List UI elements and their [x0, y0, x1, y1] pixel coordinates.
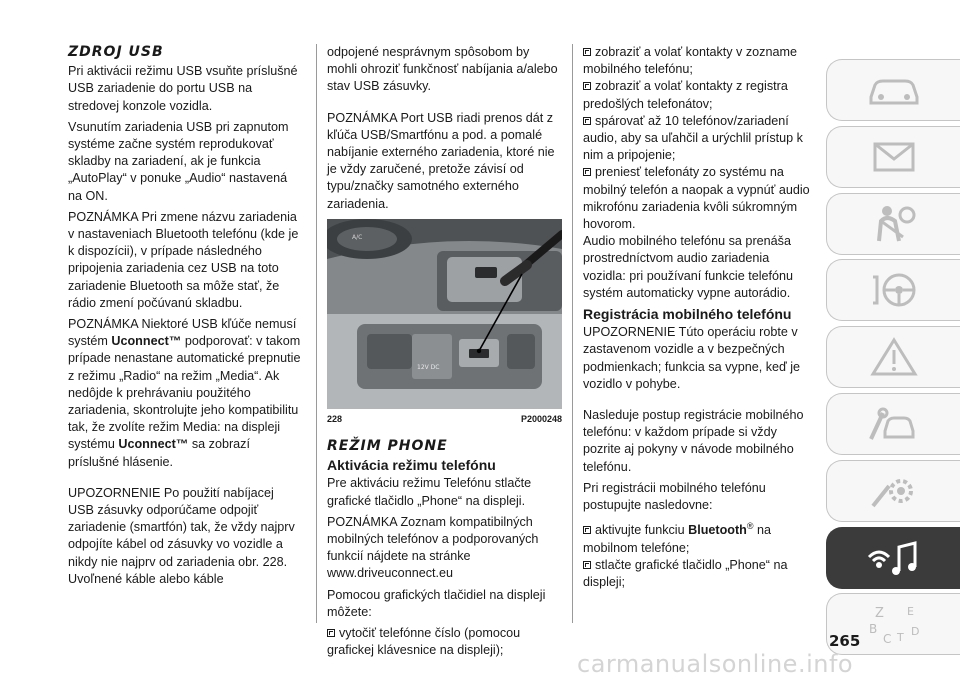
tab-safety[interactable]: [826, 193, 960, 255]
index-letter: Z: [874, 606, 884, 622]
brand-bluetooth: Bluetooth: [688, 523, 747, 538]
list-item: [583, 164, 815, 233]
list-item: [583, 78, 815, 112]
brand-uconnect: Uconnect™: [118, 437, 189, 452]
brand-uconnect: Uconnect™: [111, 334, 182, 349]
list-item: [583, 518, 815, 557]
index-letters-icon: [863, 601, 925, 647]
list-item-text: preniesť telefonáty zo systému na mobilný telefón a naopak a vypnúť audio mikrofónu zariadenia kvôli súkromným hovorom.: [583, 165, 810, 232]
watermark: carmanualsonline.info: [577, 650, 854, 678]
list-item-text: zobraziť a volať kontakty z registra predošlých telefonátov;: [583, 79, 788, 111]
index-letter: E: [906, 605, 914, 619]
text: podporovať: v takom prípade nenastane automatické prepnutie z režimu „Radio“ na režim „Media“. Ak nedôjde k prehrávaniu použitého zariadenia, skontrolujte jeho kompatibilitu tak, že zvolíte režim Media: na displeji systému: [68, 334, 301, 452]
tab-dashboard[interactable]: [826, 126, 960, 188]
paragraph: Nasleduje postup registrácie mobilného telefónu: v každom prípade si vždy pozrite aj pokyny v návode mobilného telefónu.: [583, 408, 804, 474]
paragraph: Pri aktivácii režimu USB vsuňte príslušné USB zariadenie do portu USB na stredovej konzole vozidla.: [68, 64, 298, 113]
figure-number: 228: [327, 413, 343, 424]
multimedia-icon: [863, 535, 925, 581]
steering-wheel-icon: [863, 267, 925, 313]
checkbox-bullet-icon: [327, 629, 335, 637]
text: POZNÁMKA Niektoré USB kľúče nemusí systém: [68, 317, 297, 349]
paragraph: Vsunutím zariadenia USB pri zapnutom systéme začne systém reprodukovať skladby na zariadení, ak je funkcia „AutoPlay“ v ponuke „Audio“ nastavená na ON.: [68, 119, 289, 203]
list-item: [327, 625, 562, 659]
tab-driving[interactable]: [826, 259, 960, 321]
envelope-icon: [863, 134, 925, 180]
paragraph: Audio mobilného telefónu sa prenáša prostredníctvom audio zariadenia vozidla: pri používaní funkcie telefónu systém automaticky vypne autorádio.: [583, 234, 794, 300]
column-divider: [572, 44, 573, 623]
list-item-text: na mobilnom telefóne;: [583, 523, 772, 555]
tab-technical-data[interactable]: [826, 460, 960, 522]
warning-paragraph: UPOZORNENIE Po použití nabíjacej USB zásuvky odporúčame odpojiť zariadenie (smartfón) tak, že vždy najprv odpojíte kábel od zásuvky vo vozidle a nikdy nie najprv od zariadenia obr. 228. Uvoľnené káble alebo káble: [68, 485, 295, 586]
tab-emergency[interactable]: [826, 326, 960, 388]
note-paragraph: POZNÁMKA Pri zmene názvu zariadenia v nastaveniach Bluetooth telefónu (kde je k dispozícii), v prípade následného pripojenia zariadenia cez USB na toto zariadenie Bluetooth sa môže stať, že rádio zmení počúvanú skladbu.: [68, 209, 299, 310]
checkbox-bullet-icon: [583, 561, 591, 569]
paragraph: Pri registrácii mobilného telefónu postupujte nasledovne:: [583, 480, 766, 513]
index-letter: T: [896, 631, 904, 645]
section-heading-phone: REŽIM PHONE: [327, 438, 448, 455]
list-item: [583, 44, 815, 78]
subheading-registration: Registrácia mobilného telefónu: [583, 306, 792, 323]
warning-triangle-icon: [863, 334, 925, 380]
photo-caption: [327, 411, 562, 428]
tab-vehicle[interactable]: [826, 59, 960, 121]
list-item-text: vytočiť telefónne číslo (pomocou grafickej klávesnice na displeji);: [327, 626, 521, 658]
list-item-text: spárovať až 10 telefónov/zariadení audio, aby sa uľahčil a urýchlil prístup k nim a pripojenie;: [583, 113, 803, 163]
car-icon: [863, 67, 925, 113]
paragraph: odpojené nesprávnym spôsobom by mohli ohroziť funkčnosť nabíjania a/alebo stav USB zásuvky.: [327, 45, 558, 94]
text: sa zobrazí príslušné hlásenie.: [68, 437, 250, 469]
checkbox-bullet-icon: [583, 526, 591, 534]
photo-label-12v: 12V DC: [417, 363, 440, 371]
tab-maintenance[interactable]: [826, 393, 960, 455]
index-letter: B: [868, 622, 877, 637]
note-paragraph: POZNÁMKA Port USB riadi prenos dát z kľúča USB/Smartfónu a pod. a pomalé nabíjanie externého zariadenia, ktoré nie je vždy zaručené, pretože závisí od typu/značky samotného externého zariadenia.: [327, 110, 555, 211]
checkbox-bullet-icon: [583, 117, 591, 125]
section-heading-usb: ZDROJ USB: [68, 44, 164, 60]
seatbelt-icon: [863, 201, 925, 247]
note-paragraph: [68, 316, 303, 471]
list-item-text: zobraziť a volať kontakty v zozname mobilného telefónu;: [583, 45, 797, 77]
tab-multimedia[interactable]: [826, 527, 960, 589]
note-paragraph: POZNÁMKA Zoznam kompatibilných mobilných telefónov a podporovaných funkcií nájdete na stránke www.driveuconnect.eu: [327, 514, 539, 581]
column-divider: [316, 44, 317, 623]
checkbox-bullet-icon: [583, 82, 591, 90]
column-phone-registration: [583, 44, 815, 591]
checkbox-bullet-icon: [583, 168, 591, 176]
photo-label-ac: A/C: [352, 233, 363, 241]
checkbox-bullet-icon: [583, 48, 591, 56]
list-item: [583, 113, 815, 165]
figure-code: P2000248: [520, 413, 562, 424]
usb-console-illustration: [327, 219, 562, 409]
usb-port-photo: [327, 219, 562, 409]
page-number: 265: [829, 632, 861, 650]
wrench-gear-icon: [863, 468, 925, 514]
column-phone-mode: [327, 44, 562, 659]
index-letter: C: [882, 632, 891, 647]
index-letter: D: [910, 625, 919, 639]
wrench-car-icon: [863, 401, 925, 447]
list-item-text: aktivujte funkciu: [595, 523, 689, 538]
paragraph: Pomocou grafických tlačidiel na displeji môžete:: [327, 587, 546, 619]
registered-mark: ®: [746, 521, 754, 532]
subheading-activation: Aktivácia režimu telefónu: [327, 457, 496, 474]
list-item-text: stlačte grafické tlačidlo „Phone“ na displeji;: [583, 557, 788, 590]
paragraph: Pre aktiváciu režimu Telefónu stlačte grafické tlačidlo „Phone“ na displeji.: [327, 476, 532, 508]
list-item: [583, 557, 815, 591]
column-usb-source: [68, 44, 303, 592]
chapter-tabs: [826, 59, 960, 660]
warning-paragraph: UPOZORNENIE Túto operáciu robte v zastavenom vozidle a v bezpečných podmienkach; funkcia sa vypne, keď je vozidlo v pohybe.: [583, 325, 801, 391]
